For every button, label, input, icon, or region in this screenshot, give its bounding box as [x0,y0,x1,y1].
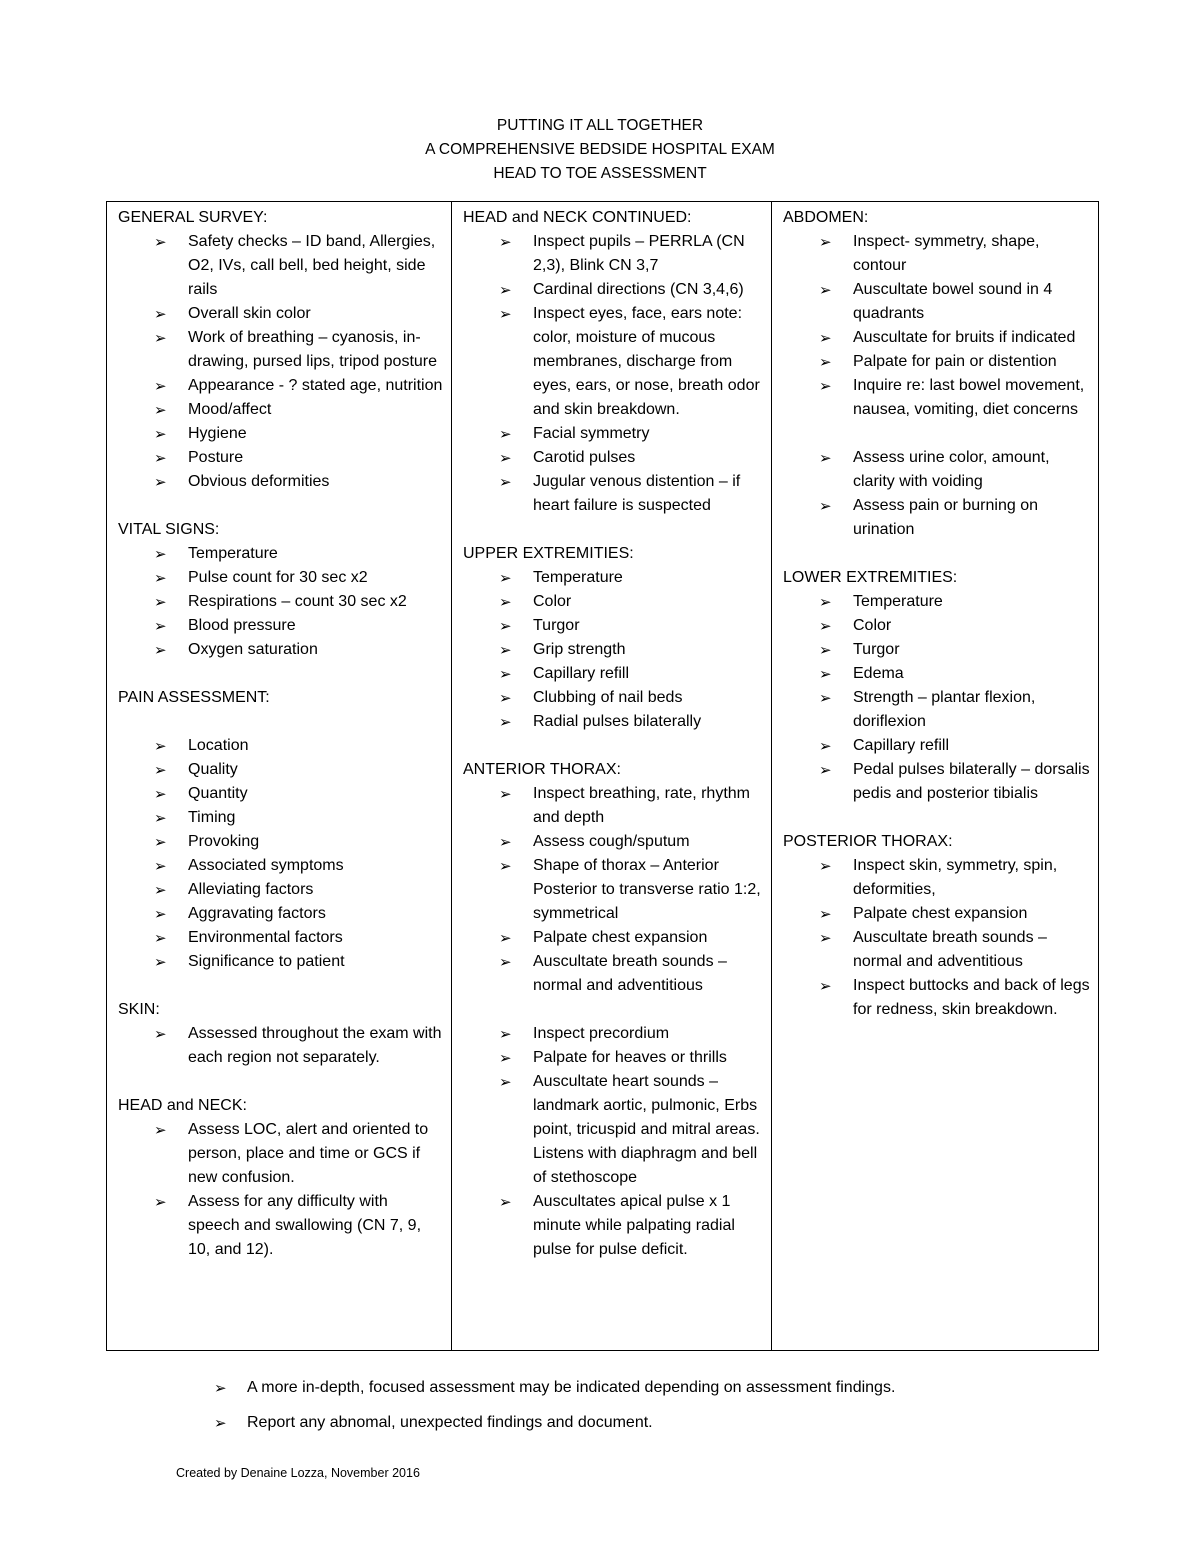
section-head-neck-title: HEAD and NECK: [118,1097,247,1114]
arrow-bullet-icon: ➢ [154,377,167,395]
arrow-bullet-icon: ➢ [154,1025,167,1043]
list-item: ➢ Quantity [188,782,443,806]
list-item: ➢ Shape of thorax – Anterior Posterior to transverse ratio 1:2, symmetrical [533,854,763,926]
list-item: ➢ Carotid pulses [533,446,763,470]
list-item: ➢ Inspect eyes, face, ears note: color, moisture of mucous membranes, discharge from eyes, ears, or nose, breath odor and skin breakdown. [533,302,763,422]
column-1 [107,202,452,1351]
list-item: ➢ Auscultate breath sounds – normal and adventitious [533,950,763,998]
arrow-bullet-icon: ➢ [499,665,512,683]
title-line-2: A COMPREHENSIVE BEDSIDE HOSPITAL EXAM [425,141,775,158]
arrow-bullet-icon: ➢ [154,833,167,851]
list-item: ➢ Provoking [188,830,443,854]
arrow-bullet-icon: ➢ [499,953,512,971]
list-item: ➢ Mood/affect [188,398,443,422]
list-item: ➢ Assess pain or burning on urination [853,494,1090,542]
cardiac-list [463,1022,763,1262]
upper-extremities-list [463,566,763,734]
list-item: ➢ Color [853,614,1090,638]
list-item: ➢ Inspect pupils – PERRLA (CN 2,3), Blink CN 3,7 [533,230,763,278]
note-item: ➢ A more in-depth, focused assessment may be indicated depending on assessment findings. [214,1376,1114,1400]
lower-extremities-list [783,590,1090,806]
arrow-bullet-icon: ➢ [154,785,167,803]
arrow-bullet-icon: ➢ [499,593,512,611]
list-item: ➢ Work of breathing – cyanosis, in-drawing, pursed lips, tripod posture [188,326,443,374]
list-item: ➢ Capillary refill [853,734,1090,758]
arrow-bullet-icon: ➢ [499,233,512,251]
arrow-bullet-icon: ➢ [154,449,167,467]
pain-assessment-list [118,734,443,974]
arrow-bullet-icon: ➢ [154,1121,167,1139]
list-item: ➢ Environmental factors [188,926,443,950]
skin-list [118,1022,443,1070]
list-item: ➢ Appearance - ? stated age, nutrition [188,374,443,398]
section-lower-extremities-title: LOWER EXTREMITIES: [783,569,958,586]
list-item: ➢ Turgor [533,614,763,638]
list-item: ➢ Posture [188,446,443,470]
section-upper-extremities-title: UPPER EXTREMITIES: [463,545,634,562]
list-item: ➢ Radial pulses bilaterally [533,710,763,734]
list-item: ➢ Hygiene [188,422,443,446]
arrow-bullet-icon: ➢ [499,857,512,875]
list-item: ➢ Blood pressure [188,614,443,638]
arrow-bullet-icon: ➢ [819,497,832,515]
list-item: ➢ Assess urine color, amount, clarity with voiding [853,446,1090,494]
arrow-bullet-icon: ➢ [154,737,167,755]
head-neck-continued-list [463,230,763,518]
arrow-bullet-icon: ➢ [499,1025,512,1043]
list-item: ➢ Overall skin color [188,302,443,326]
list-item: ➢ Facial symmetry [533,422,763,446]
arrow-bullet-icon: ➢ [499,785,512,803]
arrow-bullet-icon: ➢ [819,905,832,923]
arrow-bullet-icon: ➢ [819,689,832,707]
list-item: ➢ Pedal pulses bilaterally – dorsalis pedis and posterior tibialis [853,758,1090,806]
arrow-bullet-icon: ➢ [154,425,167,443]
arrow-bullet-icon: ➢ [819,593,832,611]
posterior-thorax-list [783,854,1090,1022]
list-item: ➢ Quality [188,758,443,782]
arrow-bullet-icon: ➢ [154,617,167,635]
arrow-bullet-icon: ➢ [154,473,167,491]
arrow-bullet-icon: ➢ [154,329,167,347]
list-item: ➢ Significance to patient [188,950,443,974]
list-item: ➢ Pulse count for 30 sec x2 [188,566,443,590]
list-item: ➢ Auscultates apical pulse x 1 minute while palpating radial pulse for pulse deficit. [533,1190,763,1262]
arrow-bullet-icon: ➢ [154,761,167,779]
arrow-bullet-icon: ➢ [154,593,167,611]
document-title-block [0,114,1200,186]
arrow-bullet-icon: ➢ [499,833,512,851]
arrow-bullet-icon: ➢ [154,881,167,899]
list-item: ➢ Grip strength [533,638,763,662]
arrow-bullet-icon: ➢ [499,641,512,659]
list-item: ➢ Palpate chest expansion [853,902,1090,926]
section-general-survey-title: GENERAL SURVEY: [118,209,268,226]
list-item: ➢ Auscultate bowel sound in 4 quadrants [853,278,1090,326]
title-line-1: PUTTING IT ALL TOGETHER [496,117,704,134]
bottom-notes [214,1376,1114,1446]
arrow-bullet-icon: ➢ [499,617,512,635]
assessment-table [106,201,1099,1351]
list-item: ➢ Palpate chest expansion [533,926,763,950]
arrow-bullet-icon: ➢ [154,929,167,947]
arrow-bullet-icon: ➢ [499,281,512,299]
arrow-bullet-icon: ➢ [499,305,512,323]
arrow-bullet-icon: ➢ [819,233,832,251]
arrow-bullet-icon: ➢ [499,1073,512,1091]
list-item: ➢ Safety checks – ID band, Allergies, O2, IVs, call bell, bed height, side rails [188,230,443,302]
list-item: ➢ Palpate for pain or distention [853,350,1090,374]
arrow-bullet-icon: ➢ [499,473,512,491]
arrow-bullet-icon: ➢ [499,1193,512,1211]
arrow-bullet-icon: ➢ [154,905,167,923]
list-item: ➢ Timing [188,806,443,830]
arrow-bullet-icon: ➢ [214,1414,227,1432]
arrow-bullet-icon: ➢ [154,401,167,419]
list-item: ➢ Capillary refill [533,662,763,686]
head-neck-list [118,1118,443,1262]
arrow-bullet-icon: ➢ [819,977,832,995]
section-head-neck-continued-title: HEAD and NECK CONTINUED: [463,209,692,226]
list-item: ➢ Auscultate for bruits if indicated [853,326,1090,350]
column-3 [772,202,1099,1351]
arrow-bullet-icon: ➢ [499,689,512,707]
arrow-bullet-icon: ➢ [214,1379,227,1397]
arrow-bullet-icon: ➢ [154,857,167,875]
arrow-bullet-icon: ➢ [154,545,167,563]
list-item: ➢ Assess for any difficulty with speech and swallowing (CN 7, 9, 10, and 12). [188,1190,443,1262]
arrow-bullet-icon: ➢ [819,617,832,635]
arrow-bullet-icon: ➢ [819,353,832,371]
list-item: ➢ Auscultate heart sounds – landmark aortic, pulmonic, Erbs point, tricuspid and mitral areas. Listens with diaphragm and bell of stethoscope [533,1070,763,1190]
general-survey-list [118,230,443,494]
arrow-bullet-icon: ➢ [154,809,167,827]
list-item: ➢ Location [188,734,443,758]
section-pain-assessment-title: PAIN ASSESSMENT: [118,689,270,706]
list-item: ➢ Obvious deformities [188,470,443,494]
list-item: ➢ Assess cough/sputum [533,830,763,854]
footer-credit: Created by Denaine Lozza, November 2016 [176,1466,420,1480]
list-item: ➢ Cardinal directions (CN 3,4,6) [533,278,763,302]
abdomen-list [783,230,1090,422]
list-item: ➢ Jugular venous distention – if heart failure is suspected [533,470,763,518]
list-item: ➢ Inspect precordium [533,1022,763,1046]
list-item: ➢ Temperature [853,590,1090,614]
list-item: ➢ Temperature [533,566,763,590]
section-posterior-thorax-title: POSTERIOR THORAX: [783,833,953,850]
arrow-bullet-icon: ➢ [154,953,167,971]
list-item: ➢ Color [533,590,763,614]
section-abdomen-title: ABDOMEN: [783,209,869,226]
list-item: ➢ Alleviating factors [188,878,443,902]
list-item: ➢ Auscultate breath sounds – normal and adventitious [853,926,1090,974]
arrow-bullet-icon: ➢ [499,449,512,467]
title-line-3: HEAD TO TOE ASSESSMENT [493,165,707,182]
arrow-bullet-icon: ➢ [819,737,832,755]
list-item: ➢ Inspect breathing, rate, rhythm and depth [533,782,763,830]
list-item: ➢ Respirations – count 30 sec x2 [188,590,443,614]
arrow-bullet-icon: ➢ [499,713,512,731]
anterior-thorax-list [463,782,763,998]
urinary-list [783,446,1090,542]
arrow-bullet-icon: ➢ [819,329,832,347]
arrow-bullet-icon: ➢ [499,929,512,947]
list-item: ➢ Clubbing of nail beds [533,686,763,710]
list-item: ➢ Inspect- symmetry, shape, contour [853,230,1090,278]
list-item: ➢ Palpate for heaves or thrills [533,1046,763,1070]
section-skin-title: SKIN: [118,1001,160,1018]
arrow-bullet-icon: ➢ [819,449,832,467]
list-item: ➢ Oxygen saturation [188,638,443,662]
arrow-bullet-icon: ➢ [499,425,512,443]
arrow-bullet-icon: ➢ [819,857,832,875]
arrow-bullet-icon: ➢ [154,305,167,323]
arrow-bullet-icon: ➢ [819,641,832,659]
vital-signs-list [118,542,443,662]
arrow-bullet-icon: ➢ [154,1193,167,1211]
list-item: ➢ Aggravating factors [188,902,443,926]
column-2 [452,202,772,1351]
arrow-bullet-icon: ➢ [499,1049,512,1067]
arrow-bullet-icon: ➢ [819,665,832,683]
note-item: ➢ Report any abnomal, unexpected findings and document. [214,1411,1114,1435]
list-item: ➢ Edema [853,662,1090,686]
list-item: ➢ Strength – plantar flexion, doriflexion [853,686,1090,734]
arrow-bullet-icon: ➢ [819,377,832,395]
arrow-bullet-icon: ➢ [819,929,832,947]
arrow-bullet-icon: ➢ [154,233,167,251]
arrow-bullet-icon: ➢ [154,569,167,587]
list-item: ➢ Inquire re: last bowel movement, nausea, vomiting, diet concerns [853,374,1090,422]
list-item: ➢ Inspect buttocks and back of legs for redness, skin breakdown. [853,974,1090,1022]
list-item: ➢ Assessed throughout the exam with each region not separately. [188,1022,443,1070]
arrow-bullet-icon: ➢ [154,641,167,659]
list-item: ➢ Assess LOC, alert and oriented to person, place and time or GCS if new confusion. [188,1118,443,1190]
list-item: ➢ Associated symptoms [188,854,443,878]
section-vital-signs-title: VITAL SIGNS: [118,521,220,538]
arrow-bullet-icon: ➢ [819,761,832,779]
arrow-bullet-icon: ➢ [819,281,832,299]
arrow-bullet-icon: ➢ [499,569,512,587]
list-item: ➢ Turgor [853,638,1090,662]
list-item: ➢ Temperature [188,542,443,566]
section-anterior-thorax-title: ANTERIOR THORAX: [463,761,621,778]
list-item: ➢ Inspect skin, symmetry, spin, deformities, [853,854,1090,902]
